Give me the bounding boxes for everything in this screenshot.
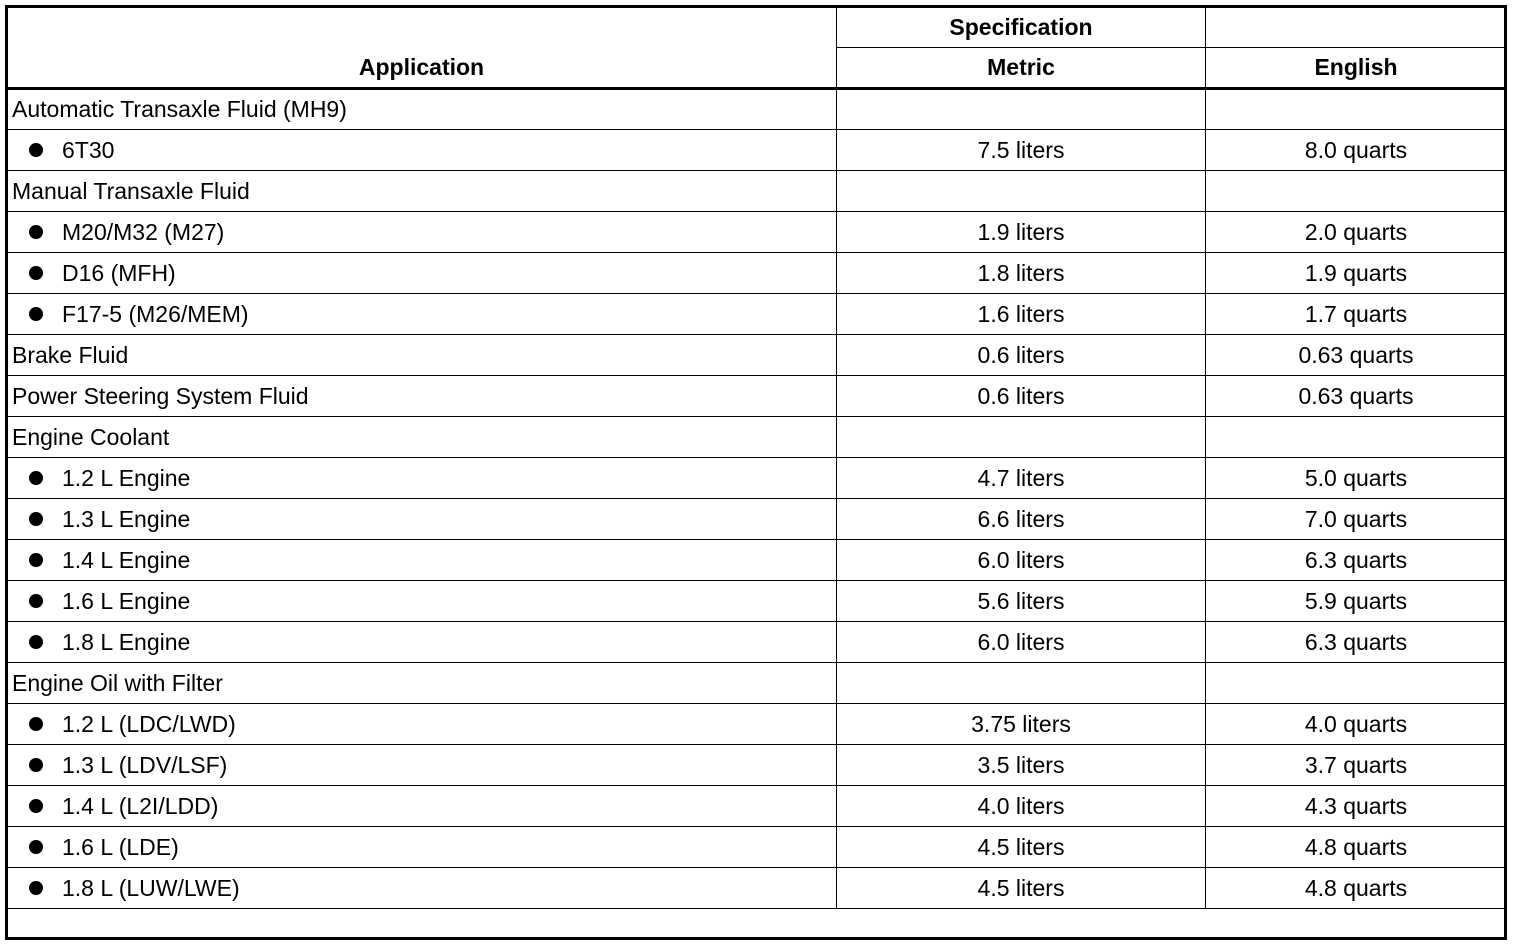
application-cell	[7, 786, 837, 827]
metric-cell: 7.5 liters	[837, 130, 1206, 171]
metric-cell: 3.5 liters	[837, 745, 1206, 786]
english-cell: 4.8 quarts	[1206, 827, 1507, 868]
application-cell	[7, 868, 837, 909]
metric-header	[837, 48, 1206, 89]
specification-header-blank	[1206, 7, 1507, 48]
application-cell	[7, 212, 837, 253]
table-row	[7, 499, 1507, 540]
application-cell	[7, 130, 837, 171]
application-label: Power Steering System Fluid	[12, 382, 309, 409]
application-header-label: Application	[358, 54, 485, 80]
english-cell	[1206, 417, 1507, 458]
application-cell	[7, 89, 837, 130]
bullet-icon	[29, 225, 43, 239]
table-row	[7, 417, 1507, 458]
table-row	[7, 540, 1507, 581]
table-row	[7, 868, 1507, 909]
specification-header-label: Specification	[949, 13, 1093, 40]
english-cell: 1.9 quarts	[1206, 253, 1507, 294]
table-row	[7, 581, 1507, 622]
application-label: Automatic Transaxle Fluid (MH9)	[12, 96, 347, 122]
english-cell: 0.63 quarts	[1206, 376, 1507, 417]
application-cell	[7, 663, 837, 704]
specification-header	[837, 7, 1206, 48]
table-body	[7, 89, 1507, 909]
table-row	[7, 458, 1507, 499]
metric-cell: 6.6 liters	[837, 499, 1206, 540]
bullet-icon	[29, 471, 43, 485]
bullet-icon	[29, 758, 43, 772]
bullet-icon	[29, 266, 43, 280]
metric-cell: 4.5 liters	[837, 827, 1206, 868]
application-cell	[7, 253, 837, 294]
application-cell	[7, 335, 837, 376]
english-cell: 3.7 quarts	[1206, 745, 1507, 786]
table-row	[7, 827, 1507, 868]
english-cell: 8.0 quarts	[1206, 130, 1507, 171]
bullet-icon	[29, 553, 43, 567]
bullet-icon	[29, 143, 43, 157]
english-cell: 5.9 quarts	[1206, 581, 1507, 622]
application-cell	[7, 171, 837, 212]
application-cell	[7, 704, 837, 745]
application-label: 1.4 L (L2I/LDD)	[62, 792, 219, 819]
table-row	[7, 663, 1507, 704]
metric-cell: 4.0 liters	[837, 786, 1206, 827]
metric-cell: 6.0 liters	[837, 540, 1206, 581]
metric-cell: 1.9 liters	[837, 212, 1206, 253]
english-cell: 4.3 quarts	[1206, 786, 1507, 827]
english-cell	[1206, 663, 1507, 704]
english-cell: 1.7 quarts	[1206, 294, 1507, 335]
metric-cell	[837, 663, 1206, 704]
bullet-icon	[29, 717, 43, 731]
metric-header-label: Metric	[987, 54, 1055, 80]
application-cell	[7, 458, 837, 499]
bullet-icon	[29, 307, 43, 321]
english-cell: 4.8 quarts	[1206, 868, 1507, 909]
table-row	[7, 786, 1507, 827]
application-cell	[7, 499, 837, 540]
application-label: Engine Oil with Filter	[12, 669, 223, 696]
metric-cell: 0.6 liters	[837, 376, 1206, 417]
metric-cell	[837, 171, 1206, 212]
bullet-icon	[29, 881, 43, 895]
application-label: Brake Fluid	[12, 341, 129, 368]
english-cell: 2.0 quarts	[1206, 212, 1507, 253]
application-cell	[7, 540, 837, 581]
english-cell: 4.0 quarts	[1206, 704, 1507, 745]
table-row	[7, 376, 1507, 417]
table-row	[7, 212, 1507, 253]
application-label: Engine Coolant	[12, 423, 170, 450]
table-row	[7, 130, 1507, 171]
application-label: 1.3 L Engine	[62, 505, 191, 532]
metric-cell: 4.7 liters	[837, 458, 1206, 499]
table-row	[7, 253, 1507, 294]
english-header-label: English	[1314, 54, 1398, 80]
bullet-icon	[29, 512, 43, 526]
fluid-capacities-table	[6, 6, 1507, 909]
table-row	[7, 89, 1507, 130]
application-label: 1.3 L (LDV/LSF)	[62, 751, 228, 778]
table-row	[7, 294, 1507, 335]
metric-cell: 0.6 liters	[837, 335, 1206, 376]
table-row	[7, 704, 1507, 745]
english-cell: 5.0 quarts	[1206, 458, 1507, 499]
application-cell	[7, 376, 837, 417]
metric-cell: 3.75 liters	[837, 704, 1206, 745]
table-row	[7, 171, 1507, 212]
application-header	[7, 7, 837, 89]
english-cell	[1206, 171, 1507, 212]
english-header	[1206, 48, 1507, 89]
application-cell	[7, 622, 837, 663]
table-row	[7, 335, 1507, 376]
application-label: 1.8 L Engine	[62, 628, 191, 655]
metric-cell	[837, 417, 1206, 458]
bullet-icon	[29, 635, 43, 649]
application-label: 1.2 L (LDC/LWD)	[62, 710, 236, 737]
application-label: 1.4 L Engine	[62, 546, 191, 573]
bullet-icon	[29, 840, 43, 854]
metric-cell	[837, 89, 1206, 130]
english-cell: 6.3 quarts	[1206, 622, 1507, 663]
application-label: 1.2 L Engine	[62, 464, 191, 491]
english-cell: 6.3 quarts	[1206, 540, 1507, 581]
header-row-top	[7, 7, 1507, 48]
application-label: D16 (MFH)	[62, 259, 176, 286]
application-label: 1.6 L Engine	[62, 587, 191, 614]
english-cell: 7.0 quarts	[1206, 499, 1507, 540]
application-cell	[7, 417, 837, 458]
application-cell	[7, 294, 837, 335]
application-label: 1.6 L (LDE)	[62, 833, 179, 860]
application-label: M20/M32 (M27)	[62, 218, 225, 245]
english-cell	[1206, 89, 1507, 130]
table-row	[7, 622, 1507, 663]
application-cell	[7, 581, 837, 622]
metric-cell: 6.0 liters	[837, 622, 1206, 663]
bullet-icon	[29, 594, 43, 608]
table-row	[7, 745, 1507, 786]
metric-cell: 1.8 liters	[837, 253, 1206, 294]
bullet-icon	[29, 799, 43, 813]
application-label: 1.8 L (LUW/LWE)	[62, 874, 240, 901]
metric-cell: 5.6 liters	[837, 581, 1206, 622]
english-cell: 0.63 quarts	[1206, 335, 1507, 376]
application-label: Manual Transaxle Fluid	[12, 177, 250, 204]
application-label: 6T30	[62, 136, 115, 163]
metric-cell: 1.6 liters	[837, 294, 1206, 335]
application-label: F17-5 (M26/MEM)	[62, 300, 249, 327]
application-cell	[7, 827, 837, 868]
metric-cell: 4.5 liters	[837, 868, 1206, 909]
application-cell	[7, 745, 837, 786]
